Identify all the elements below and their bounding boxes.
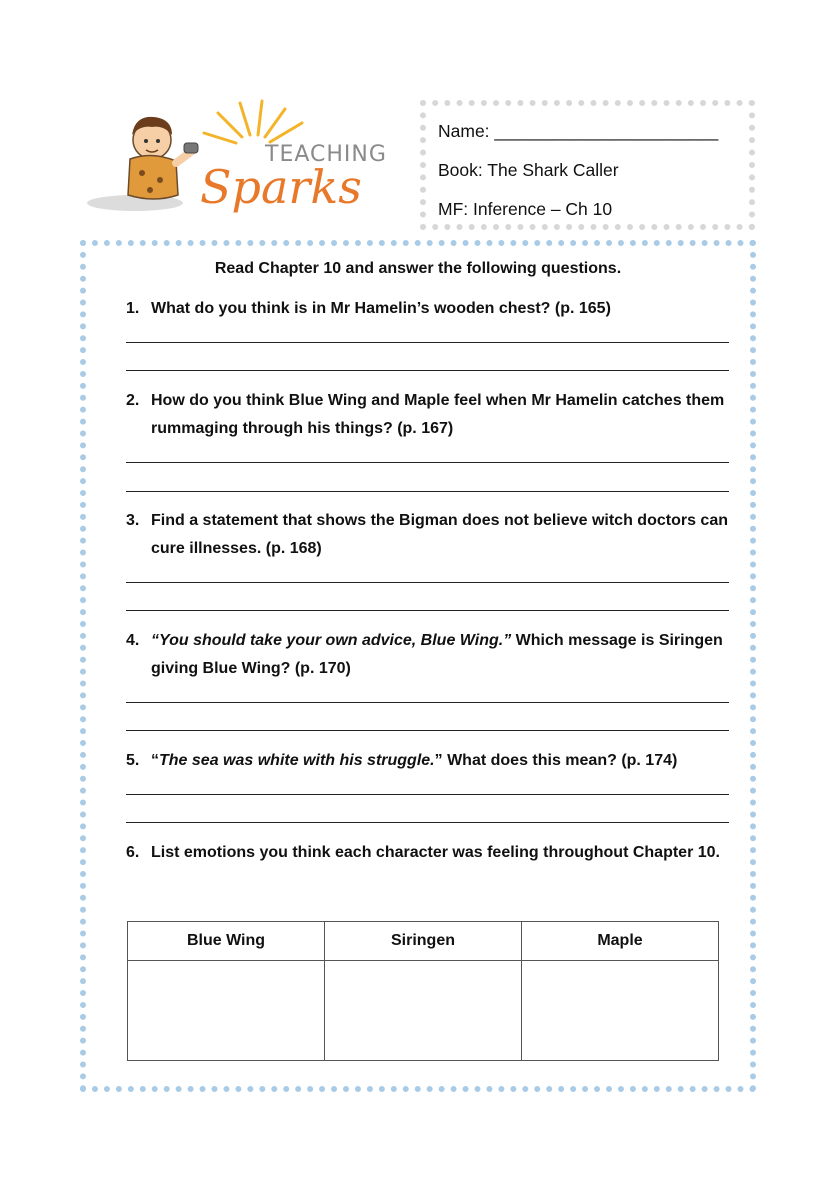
answer-line[interactable] — [126, 491, 729, 492]
answer-line[interactable] — [126, 370, 729, 371]
answer-line[interactable] — [126, 730, 729, 731]
question-number: 3. — [126, 512, 140, 529]
question-number: 2. — [126, 392, 140, 409]
question-quote: “You should take your own advice, Blue Wing.” — [151, 632, 512, 649]
siringen-answer-cell[interactable] — [325, 961, 522, 1061]
instructions: Read Chapter 10 and answer the following questions. — [214, 260, 622, 277]
answer-line[interactable] — [126, 822, 729, 823]
question-5 — [126, 747, 741, 775]
question-text: What do you think is in Mr Hamelin’s wooden chest? (p. 165) — [151, 300, 611, 317]
quote-open-mark: “ — [151, 752, 159, 769]
question-2 — [126, 387, 741, 443]
question-text: Which message is Siringen giving Blue Wing? (p. 170) — [151, 632, 723, 677]
header-siringen: Siringen — [325, 922, 522, 961]
book-title: Book: The Shark Caller — [438, 160, 619, 180]
answer-line[interactable] — [126, 610, 729, 611]
answer-line[interactable] — [126, 462, 729, 463]
question-text: How do you think Blue Wing and Maple feel when Mr Hamelin catches them rummaging through his things? (p. 167) — [151, 392, 725, 437]
question-6 — [126, 839, 741, 867]
answer-line[interactable] — [126, 702, 729, 703]
question-number: 1. — [126, 300, 140, 317]
table-answer-row — [128, 961, 719, 1061]
table-header-row — [128, 922, 719, 961]
question-3 — [126, 507, 741, 563]
name-field[interactable]: Name: _______________________ — [438, 121, 719, 141]
question-number: 5. — [126, 752, 140, 769]
focus-label: MF: Inference – Ch 10 — [438, 199, 613, 219]
question-text: List emotions you think each character was feeling throughout Chapter 10. — [151, 844, 720, 861]
sun-rays-icon — [204, 101, 302, 143]
question-quote: The sea was white with his struggle. — [159, 752, 435, 769]
blue-wing-answer-cell[interactable] — [128, 961, 325, 1061]
answer-line[interactable] — [126, 794, 729, 795]
quote-close-mark: ” — [434, 752, 443, 769]
answer-line[interactable] — [126, 342, 729, 343]
answer-line[interactable] — [126, 582, 729, 583]
question-1 — [126, 295, 741, 323]
question-4 — [126, 627, 741, 683]
question-text: What does this mean? (p. 174) — [442, 752, 678, 769]
logo-sparks-text: Sparks — [200, 160, 362, 214]
header-blue-wing: Blue Wing — [128, 922, 325, 961]
question-number: 4. — [126, 632, 140, 649]
student-info-box — [420, 100, 755, 230]
question-text: Find a statement that shows the Bigman does not believe witch doctors can cure illnesses. (p. 168) — [151, 512, 728, 557]
emotions-table — [127, 921, 719, 1061]
worksheet-panel — [80, 240, 756, 1092]
maple-answer-cell[interactable] — [522, 961, 719, 1061]
question-number: 6. — [126, 844, 140, 861]
logo-teaching-text: TEACHING — [265, 142, 387, 167]
teaching-sparks-logo — [80, 95, 400, 220]
caveman-icon — [128, 117, 198, 199]
header-maple: Maple — [522, 922, 719, 961]
